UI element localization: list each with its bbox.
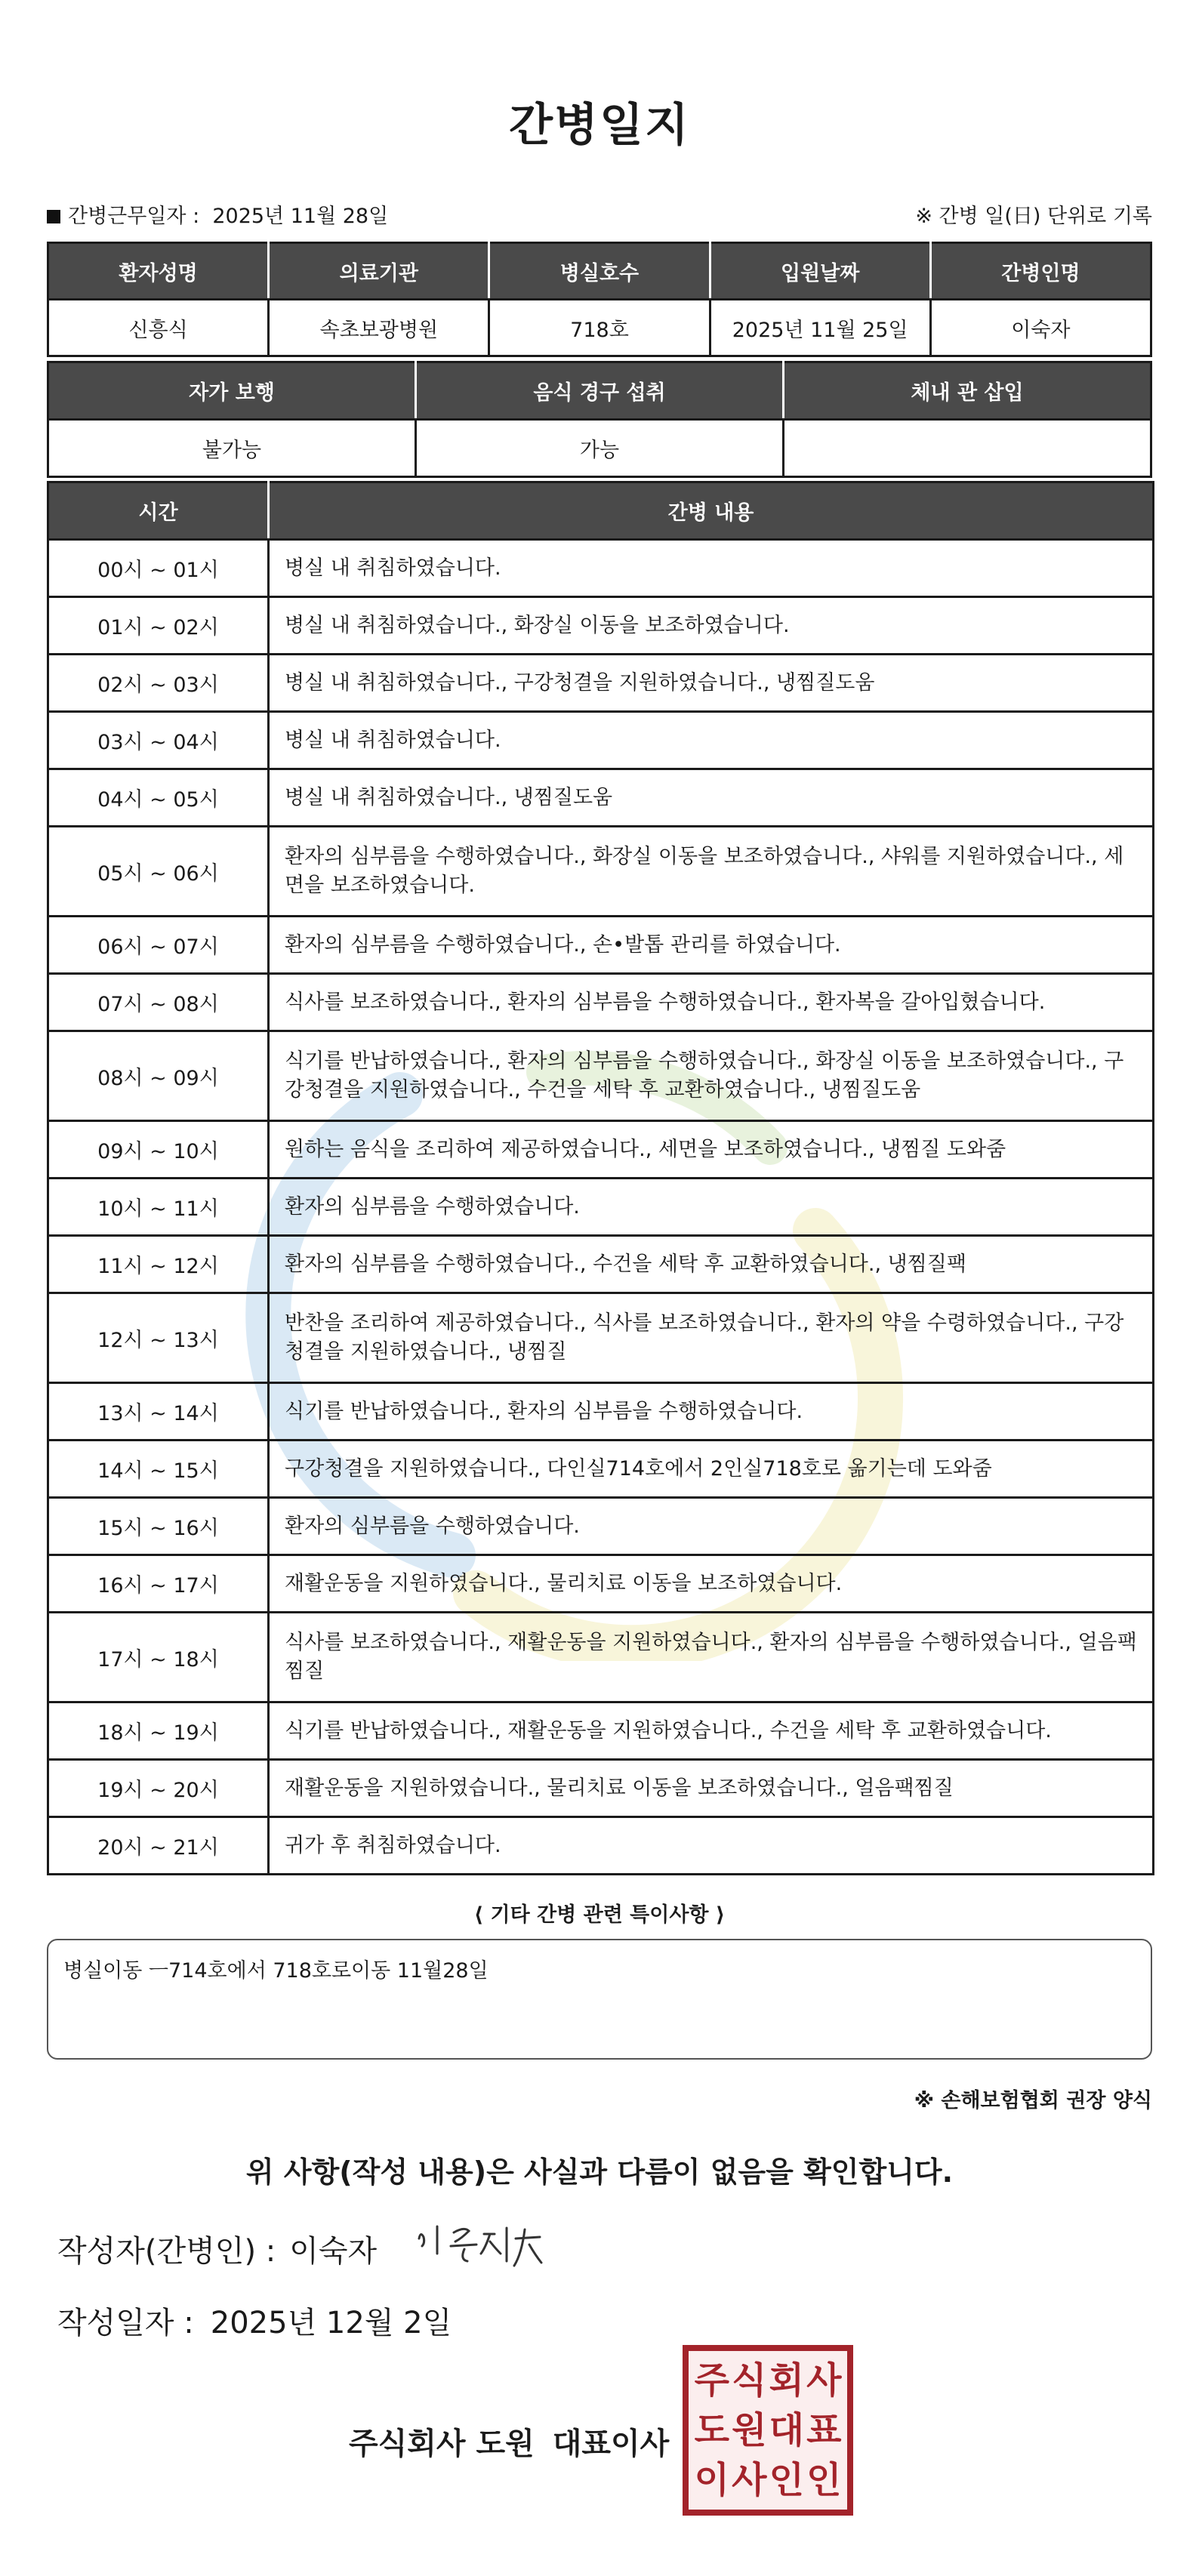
log-content: 환자의 심부름을 수행하였습니다. <box>269 1179 1154 1236</box>
table-row <box>48 1702 1154 1760</box>
log-content: 환자의 심부름을 수행하였습니다., 화장실 이동을 보조하였습니다., 샤워를 지원하였습니다., 세면을 보조하였습니다. <box>269 827 1154 917</box>
table-header-row <box>48 243 1151 300</box>
table-header-row <box>48 482 1154 540</box>
log-content: 병실 내 취침하였습니다., 구강청결을 지원하였습니다., 냉찜질도움 <box>269 655 1154 712</box>
table-row <box>48 1293 1154 1383</box>
log-content: 병실 내 취침하였습니다. <box>269 540 1154 597</box>
table-row <box>48 1817 1154 1875</box>
log-content: 환자의 심부름을 수행하였습니다., 수건을 세탁 후 교환하였습니다., 냉찜질팩 <box>269 1236 1154 1293</box>
log-time: 03시 ~ 04시 <box>48 712 269 769</box>
log-content: 식사를 보조하였습니다., 재활운동을 지원하였습니다., 환자의 심부름을 수행하였습니다., 얼음팩찜질 <box>269 1613 1154 1702</box>
header-self-walking: 자가 보행 <box>48 362 416 420</box>
written-date-label: 작성일자 : <box>57 2306 194 2340</box>
table-row <box>48 420 1151 477</box>
log-time: 08시 ~ 09시 <box>48 1031 269 1121</box>
patient-info-table <box>47 242 1152 357</box>
page-title: 간병일지 <box>509 99 690 152</box>
log-content: 병실 내 취침하였습니다., 화장실 이동을 보조하였습니다. <box>269 597 1154 655</box>
table-row <box>48 1031 1154 1121</box>
table-row <box>48 769 1154 827</box>
company-seal-stamp: 주 식 회 사 도 원 대 표 이 사 인 인 <box>683 2345 853 2516</box>
notes-text: 병실이동 ㅡ714호에서 718호로이동 11월28일 <box>63 1959 489 1983</box>
header-care-content: 간병 내용 <box>269 482 1154 540</box>
table-row <box>48 655 1154 712</box>
table-row <box>48 974 1154 1031</box>
log-content: 환자의 심부름을 수행하였습니다. <box>269 1498 1154 1555</box>
log-content: 병실 내 취침하였습니다., 냉찜질도움 <box>269 769 1154 827</box>
log-time: 16시 ~ 17시 <box>48 1555 269 1613</box>
header-caregiver-name: 간병인명 <box>930 243 1151 300</box>
log-content: 반찬을 조리하여 제공하였습니다., 식사를 보조하였습니다., 환자의 약을 수령하였습니다., 구강청결을 지원하였습니다., 냉찜질 <box>269 1293 1154 1383</box>
representative-title: 대표이사 <box>552 2427 670 2461</box>
table-row <box>48 827 1154 917</box>
patient-name: 신흥식 <box>48 300 269 356</box>
header-room-number: 병실호수 <box>489 243 710 300</box>
log-time: 02시 ~ 03시 <box>48 655 269 712</box>
work-date <box>47 199 388 229</box>
table-row <box>48 1498 1154 1555</box>
table-row <box>48 1179 1154 1236</box>
header-oral-intake: 음식 경구 섭취 <box>416 362 784 420</box>
log-time: 06시 ~ 07시 <box>48 917 269 974</box>
work-date-value: 2025년 11월 28일 <box>212 205 389 228</box>
log-time: 09시 ~ 10시 <box>48 1121 269 1179</box>
log-time: 20시 ~ 21시 <box>48 1817 269 1875</box>
log-content: 재활운동을 지원하였습니다., 물리치료 이동을 보조하였습니다., 얼음팩찜질 <box>269 1760 1154 1817</box>
header-patient-name: 환자성명 <box>48 243 269 300</box>
log-time: 07시 ~ 08시 <box>48 974 269 1031</box>
care-log-table <box>47 481 1154 1875</box>
log-content: 환자의 심부름을 수행하였습니다., 손•발톱 관리를 하였습니다. <box>269 917 1154 974</box>
header-tube-insertion: 체내 관 삽입 <box>784 362 1151 420</box>
log-time: 14시 ~ 15시 <box>48 1441 269 1498</box>
header-hospital: 의료기관 <box>269 243 489 300</box>
writer-line <box>57 2227 377 2270</box>
log-time: 18시 ~ 19시 <box>48 1702 269 1760</box>
table-row <box>48 917 1154 974</box>
hospital-name: 속초보광병원 <box>269 300 489 356</box>
log-time: 04시 ~ 05시 <box>48 769 269 827</box>
log-content: 재활운동을 지원하였습니다., 물리치료 이동을 보조하였습니다. <box>269 1555 1154 1613</box>
table-row <box>48 1760 1154 1817</box>
log-time: 00시 ~ 01시 <box>48 540 269 597</box>
room-number: 718호 <box>489 300 710 356</box>
notes-title: ⟨ 기타 간병 관련 특이사항 ⟩ <box>473 1903 726 1927</box>
table-row <box>48 1121 1154 1179</box>
log-content: 병실 내 취침하였습니다. <box>269 712 1154 769</box>
record-note: ※ 간병 일(日) 단위로 기록 <box>915 205 1152 228</box>
written-date-value: 2025년 12월 2일 <box>210 2306 452 2340</box>
header-time: 시간 <box>48 482 269 540</box>
admission-date: 2025년 11월 25일 <box>710 300 930 356</box>
handwritten-signature <box>411 2216 547 2276</box>
log-content: 식기를 반납하였습니다., 환자의 심부름을 수행하였습니다. <box>269 1383 1154 1441</box>
log-time: 05시 ~ 06시 <box>48 827 269 917</box>
table-row <box>48 1441 1154 1498</box>
table-row <box>48 1555 1154 1613</box>
work-date-label: 간병근무일자 : <box>68 205 200 228</box>
writer-label: 작성자(간병인) : <box>57 2234 276 2269</box>
table-row <box>48 597 1154 655</box>
table-row <box>48 540 1154 597</box>
table-row <box>48 1236 1154 1293</box>
log-time: 11시 ~ 12시 <box>48 1236 269 1293</box>
log-content: 귀가 후 취침하였습니다. <box>269 1817 1154 1875</box>
log-time: 19시 ~ 20시 <box>48 1760 269 1817</box>
confirmation-statement: 위 사항(작성 내용)은 사실과 다름이 없음을 확인합니다. <box>245 2155 954 2189</box>
log-content: 식사를 보조하였습니다., 환자의 심부름을 수행하였습니다., 환자복을 갈아입혔습니다. <box>269 974 1154 1031</box>
log-content: 구강청결을 지원하였습니다., 다인실714호에서 2인실718호로 옮기는데 도와줌 <box>269 1441 1154 1498</box>
log-content: 식기를 반납하였습니다., 재활운동을 지원하였습니다., 수건을 세탁 후 교환하였습니다. <box>269 1702 1154 1760</box>
table-row <box>48 1383 1154 1441</box>
writer-name: 이숙자 <box>289 2234 378 2269</box>
written-date-line <box>57 2299 452 2342</box>
log-time: 15시 ~ 16시 <box>48 1498 269 1555</box>
tube-insertion-value <box>784 420 1151 477</box>
self-walking-value: 불가능 <box>48 420 416 477</box>
log-time: 13시 ~ 14시 <box>48 1383 269 1441</box>
patient-status-table <box>47 361 1152 478</box>
log-time: 12시 ~ 13시 <box>48 1293 269 1383</box>
table-row <box>48 300 1151 356</box>
table-header-row <box>48 362 1151 420</box>
table-row <box>48 1613 1154 1702</box>
company-name: 주식회사 도원 <box>349 2427 535 2461</box>
log-content: 식기를 반납하였습니다., 환자의 심부름을 수행하였습니다., 화장실 이동을 보조하였습니다., 구강청결을 지원하였습니다., 수건을 세탁 후 교환하였습니다., 냉찜질도움 <box>269 1031 1154 1121</box>
log-time: 01시 ~ 02시 <box>48 597 269 655</box>
log-time: 10시 ~ 11시 <box>48 1179 269 1236</box>
log-time: 17시 ~ 18시 <box>48 1613 269 1702</box>
caregiver-name: 이숙자 <box>930 300 1151 356</box>
square-bullet-icon <box>47 210 60 223</box>
header-admission-date: 입원날짜 <box>710 243 930 300</box>
association-note: ※ 손해보험협회 권장 양식 <box>914 2089 1152 2112</box>
notes-box <box>47 1939 1152 2060</box>
oral-intake-value: 가능 <box>416 420 784 477</box>
table-row <box>48 712 1154 769</box>
log-content: 원하는 음식을 조리하여 제공하였습니다., 세면을 보조하였습니다., 냉찜질 도와줌 <box>269 1121 1154 1179</box>
company-line <box>349 2420 669 2463</box>
